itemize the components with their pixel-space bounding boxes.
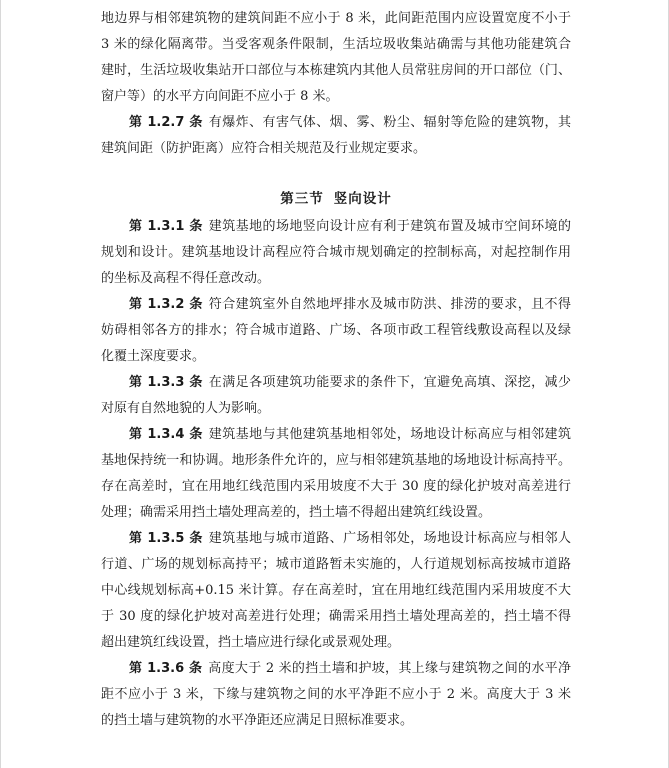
text-line: 窗户等）的水平方向间距不应小于 8 米。	[101, 89, 339, 104]
article-1-3-1	[101, 214, 571, 292]
text-line: 超出建筑红线设置，挡土墙应进行绿化或景观处理。	[101, 635, 401, 650]
text-line: 3 米的绿化隔离带。当受客观条件限制，生活垃圾收集站确需与其他功能建筑合	[101, 37, 571, 52]
article-1-2-7	[101, 110, 571, 162]
document-body	[101, 6, 571, 734]
article-first-line	[101, 110, 571, 136]
article-text: 高度大于 2 米的挡土墙和护坡，其上缘与建筑物之间的水平净	[208, 661, 571, 676]
text-line: 处理；确需采用挡土墙处理高差的，挡土墙不得超出建筑红线设置。	[101, 505, 492, 520]
article-1-3-2	[101, 292, 571, 370]
section-number: 第三节	[280, 191, 324, 207]
article-text: 有爆炸、有害气体、烟、雾、粉尘、辐射等危险的建筑物，其	[208, 115, 571, 130]
text-line: 妨碍相邻各方的排水；符合城市道路、广场、各项市政工程管线敷设高程以及绿	[101, 323, 571, 338]
text-line: 对原有自然地貌的人为影响。	[101, 401, 271, 416]
section-spacer	[101, 162, 571, 184]
text-line: 的坐标及高程不得任意改动。	[101, 271, 271, 286]
text-line: 规划和设计。建筑基地设计高程应符合城市规划确定的控制标高，对起控制作用	[101, 245, 571, 260]
article-text: 建筑基地的场地竖向设计应有利于建筑布置及城市空间环境的	[208, 219, 571, 234]
article-text: 在满足各项建筑功能要求的条件下，宜避免高填、深挖，减少	[208, 375, 571, 390]
page-edge-left	[0, 0, 1, 768]
article-number: 第 1.3.4 条	[129, 427, 203, 442]
article-1-3-3	[101, 370, 571, 422]
text-line: 建筑间距（防护距离）应符合相关规范及行业规定要求。	[101, 141, 427, 156]
article-text: 符合建筑室外自然地坪排水及城市防洪、排涝的要求，且不得	[208, 297, 571, 312]
text-line: 中心线规划标高+0.15 米计算。存在高差时，宜在用地红线范围内采用坡度不大	[101, 583, 571, 598]
article-number: 第 1.3.1 条	[129, 219, 203, 234]
article-first-line	[101, 214, 571, 240]
text-line: 于 30 度的绿化护坡对高差进行处理；确需采用挡土墙处理高差的，挡土墙不得	[101, 609, 571, 624]
article-text: 建筑基地与城市道路、广场相邻处，场地设计标高应与相邻人	[208, 531, 571, 546]
article-number: 第 1.3.3 条	[129, 375, 203, 390]
article-first-line	[101, 526, 571, 552]
article-1-3-4	[101, 422, 571, 526]
article-number: 第 1.3.2 条	[129, 297, 203, 312]
article-first-line	[101, 422, 571, 448]
article-first-line	[101, 656, 571, 682]
article-1-3-5	[101, 526, 571, 656]
text-line: 存在高差时，宜在用地红线范围内采用坡度不大于 30 度的绿化护坡对高差进行	[101, 479, 571, 494]
text-line: 基地保持统一和协调。地形条件允许的，应与相邻建筑基地的场地设计标高持平。	[101, 453, 571, 468]
article-first-line	[101, 370, 571, 396]
text-line: 的挡土墙与建筑物的水平净距还应满足日照标准要求。	[101, 713, 414, 728]
article-number: 第 1.3.5 条	[129, 531, 203, 546]
text-line: 建时，生活垃圾收集站开口部位与本栋建筑内其他人员常驻房间的开口部位（门、	[101, 63, 571, 78]
article-first-line	[101, 292, 571, 318]
paragraph-continuation	[101, 6, 571, 110]
text-line: 距不应小于 3 米，下缘与建筑物之间的水平净距不应小于 2 米。高度大于 3 米	[101, 687, 571, 702]
section-title: 竖向设计	[333, 191, 392, 207]
text-line: 行道、广场的规划标高持平；城市道路暂未实施的，人行道规划标高按城市道路	[101, 557, 571, 572]
article-1-3-6	[101, 656, 571, 734]
article-number: 第 1.2.7 条	[129, 115, 203, 130]
text-line: 地边界与相邻建筑物的建筑间距不应小于 8 米，此间距范围内应设置宽度不小于	[101, 11, 571, 26]
section-heading	[101, 184, 571, 214]
article-number: 第 1.3.6 条	[129, 661, 203, 676]
article-text: 建筑基地与其他建筑基地相邻处，场地设计标高应与相邻建筑	[208, 427, 571, 442]
text-line: 化覆土深度要求。	[101, 349, 206, 364]
